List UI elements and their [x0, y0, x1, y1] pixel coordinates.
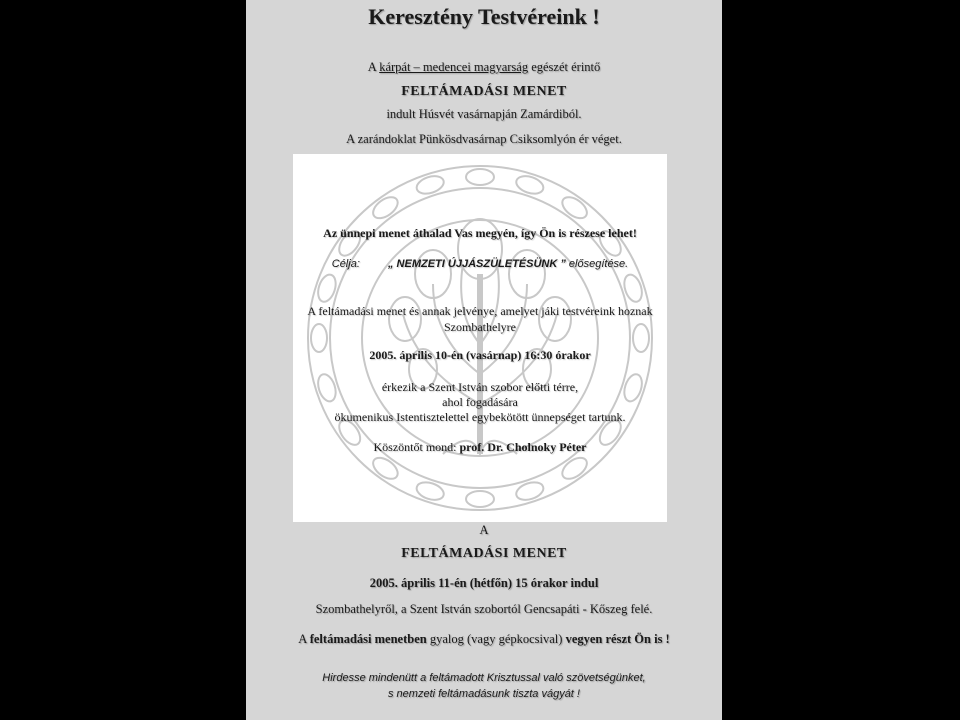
panel-line-4: Szombathelyre: [444, 320, 516, 334]
departure-date: 2005. április 11-én (hétfőn) 15 órakor indul: [369, 576, 599, 590]
intro-text-2: egészét érintő: [528, 60, 601, 74]
goal-value: „ NEMZETI ÚJJÁSZÜLETÉSÜNK ”: [388, 258, 566, 270]
panel-line-8: ökumenikus Istentisztelettel egybekötött ünnepséget tartunk.: [334, 410, 626, 424]
call-bold-2: vegyen részt Ön is !: [565, 632, 670, 646]
closing-line-1: Hirdesse mindenütt a feltámadott Krisztussal való szövetségünket,: [322, 672, 646, 684]
panel-goal-line: [293, 258, 667, 270]
intro-line: [246, 60, 722, 75]
greeting-label: Köszöntőt mond:: [373, 440, 460, 454]
slide: [246, 0, 722, 720]
page-title: Keresztény Testvéreink !: [368, 4, 600, 29]
greeting-line: [293, 440, 667, 455]
route-line: Szombathelyről, a Szent István szobortól Gencsapáti - Kőszeg felé.: [315, 602, 653, 616]
tree-of-life-emblem: [293, 154, 667, 522]
arrival-date: 2005. április 10-én (vasárnap) 16:30 órakor: [369, 348, 591, 362]
panel-line-1: Az ünnepi menet áthalad Vas megyén, így Ön is részese lehet!: [323, 226, 637, 240]
goal-suffix: elősegítése.: [565, 258, 629, 270]
heading-feltamadasi-menet: FELTÁMADÁSI MENET: [401, 84, 567, 99]
panel-line-6: érkezik a Szent István szobor előtti térre,: [381, 380, 579, 394]
greeting-name: prof. Dr. Cholnoky Péter: [459, 440, 587, 454]
call-bold-1: feltámadási menetben: [309, 632, 427, 646]
intro-highlight: kárpát – medencei magyarság: [379, 60, 529, 74]
call-to-action: [246, 632, 722, 647]
intro-text-1: A: [367, 60, 380, 74]
invitation-panel: [293, 154, 667, 522]
start-line: indult Húsvét vasárnapján Zamárdiból.: [386, 107, 582, 121]
panel-line-3: A feltámadási menet és annak jelvénye, amelyet jáki testvéreink hoznak: [307, 304, 653, 318]
heading-feltamadasi-menet-2: FELTÁMADÁSI MENET: [401, 546, 567, 561]
connector-a: A: [479, 523, 489, 537]
closing-line-2: s nemzeti feltámadásunk tiszta vágyát !: [388, 688, 580, 700]
end-line: A zarándoklat Pünkösdvasárnap Csiksomlyón ér véget.: [346, 132, 622, 146]
panel-line-7: ahol fogadására: [442, 395, 518, 409]
call-text-1: A: [298, 632, 310, 646]
call-text-2: gyalog (vagy gépkocsival): [426, 632, 566, 646]
goal-label: Célja:: [331, 258, 360, 270]
